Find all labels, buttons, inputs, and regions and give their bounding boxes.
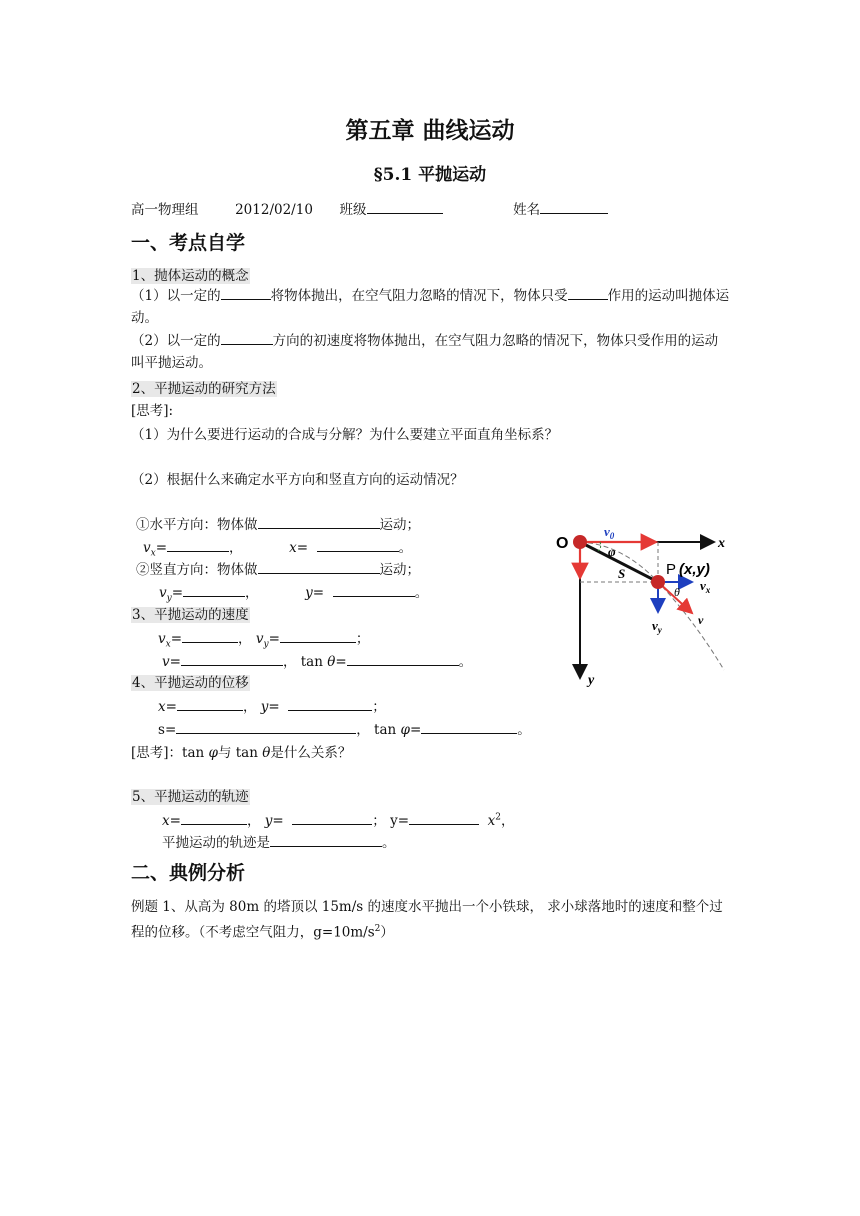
displacement-formulas-1: x= ， y= ； (158, 699, 386, 715)
v-label: v (698, 613, 704, 627)
phi-arc (598, 542, 601, 551)
blank-vx-1[interactable] (167, 539, 229, 552)
blank-vx-2[interactable] (182, 630, 238, 643)
blank-tan-phi[interactable] (421, 721, 517, 734)
question-2: （2）根据什么来确定水平方向和竖直方向的运动情况？ (131, 472, 464, 488)
paragraph-2: （2）以一定的 方向的初速度将物体抛出，在空气阻力忽略的情况下，物体只受作用的运动叫平抛运动。 (131, 333, 719, 371)
ball-origin (573, 535, 587, 549)
blank-tan-theta[interactable] (347, 653, 459, 666)
blank-2[interactable] (568, 287, 608, 300)
horizontal-formulas: $v_x=$ ， x= 。 (143, 540, 413, 559)
think-relation: [思考]：tan φ与 tan θ是什么关系？ (131, 745, 352, 761)
meta-line (131, 198, 608, 218)
svg-text:v0: $v_0$ (604, 524, 615, 541)
blank-x-2[interactable] (177, 698, 243, 711)
subsection-1-title: 1、抛体运动的概念 (132, 268, 249, 284)
subsection-5-title: 5、平抛运动的轨迹 (132, 789, 249, 805)
blank-y-3[interactable] (292, 812, 372, 825)
blank-coef[interactable] (409, 812, 479, 825)
phi-label: φ (608, 544, 616, 559)
name-label: 姓名 (513, 202, 541, 218)
velocity-formulas-2: v= ， tan θ= 。 (162, 654, 473, 670)
vx-label: $v_x$ (700, 578, 711, 595)
blank-trajectory[interactable] (270, 834, 382, 847)
name-blank[interactable] (540, 201, 608, 214)
y-axis-label: y (588, 673, 595, 688)
date-text: 2012/02/10 (235, 202, 313, 218)
blank-y-2[interactable] (288, 698, 372, 711)
x-axis-label: x (718, 536, 725, 551)
subsection-3-title: 3、平抛运动的速度 (132, 607, 249, 623)
class-blank[interactable] (367, 201, 443, 214)
blank-vy-2[interactable] (280, 630, 356, 643)
trajectory-formulas: x= ， y= ； $y= x^2$， (162, 812, 515, 829)
point-label: P (x,y) (666, 561, 710, 578)
subsection-2-title: 2、平抛运动的研究方法 (132, 381, 276, 397)
blank-1[interactable] (221, 287, 271, 300)
section-heading-1: 一、考点自学 (131, 232, 246, 254)
blank-vy-1[interactable] (183, 584, 245, 597)
trajectory-line: 平抛运动的轨迹是 。 (162, 835, 396, 851)
section-heading-2: 二、典例分析 (131, 862, 246, 884)
blank-horiz-motion[interactable] (258, 516, 380, 529)
blank-y-1[interactable] (333, 584, 415, 597)
origin-label: O (556, 535, 569, 552)
theta-label: θ (674, 585, 680, 599)
s-label: S (618, 566, 626, 581)
blank-vert-motion[interactable] (258, 561, 380, 574)
blank-v[interactable] (181, 653, 283, 666)
ball-point-p (651, 575, 665, 589)
displacement-formulas-2: s= ， tan φ= 。 (158, 722, 531, 738)
section-title: §5.1 平抛运动 (373, 165, 487, 185)
projectile-diagram (552, 520, 732, 690)
velocity-formulas-1: $v_x=$ ， $v_y=$ ； (158, 631, 370, 650)
group-name: 高一物理组 (131, 202, 199, 218)
blank-s[interactable] (176, 721, 356, 734)
blank-x-3[interactable] (181, 812, 247, 825)
class-label: 班级 (339, 202, 367, 218)
horizontal-line: ①水平方向：物体做 运动； (136, 517, 420, 533)
think-label: [思考]: (131, 403, 174, 419)
subsection-4-title: 4、平抛运动的位移 (132, 675, 249, 691)
vy-label: $v_y$ (652, 618, 662, 635)
question-1: （1）为什么要进行运动的合成与分解？为什么要建立平面直角坐标系？ (131, 427, 559, 443)
vertical-formulas: $v_y=$ ， y= 。 (159, 585, 429, 604)
blank-3[interactable] (221, 332, 273, 345)
vertical-line: ②竖直方向：物体做 运动； (136, 562, 420, 578)
blank-x-1[interactable] (317, 539, 399, 552)
chapter-title: 第五章 曲线运动 (345, 117, 515, 144)
example-1: 例题 1、从高为 80m 的塔顶以 15m/s 的速度水平抛出一个小铁球， 求小球落地时的速度和整个过程的位移。（不考虑空气阻力，$g=10m/s^2$） (131, 899, 723, 941)
paragraph-1: （1）以一定的 将物体抛出，在空气阻力忽略的情况下，物体只受 作用的运动叫抛体运动。 (131, 288, 730, 326)
